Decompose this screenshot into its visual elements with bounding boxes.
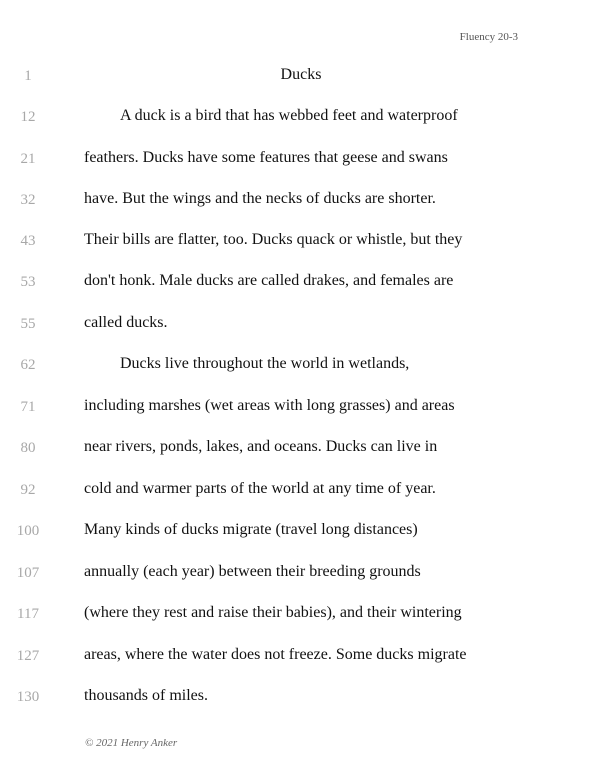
text-line [0, 397, 602, 419]
text-line [0, 438, 602, 460]
text-line [0, 149, 602, 171]
line-number: 62 [20, 357, 36, 373]
line-number: 130 [16, 689, 40, 705]
line-text: called ducks. [84, 314, 168, 331]
line-text: Their bills are flatter, too. Ducks quack or whistle, but they [84, 231, 463, 248]
text-line [0, 604, 602, 626]
line-text: feathers. Ducks have some features that geese and swans [84, 149, 448, 166]
page-header-label: Fluency 20-3 [459, 31, 518, 43]
document-title: Ducks [280, 66, 322, 83]
line-number: 53 [20, 274, 36, 290]
line-number: 43 [20, 233, 36, 249]
text-line [0, 190, 602, 212]
line-number: 127 [16, 648, 40, 664]
line-text: annually (each year) between their breeding grounds [84, 563, 421, 580]
text-line [0, 521, 602, 543]
line-text: cold and warmer parts of the world at any time of year. [84, 480, 436, 497]
line-text: Ducks live throughout the world in wetlands, [120, 355, 410, 372]
text-line [0, 480, 602, 502]
line-text: have. But the wings and the necks of ducks are shorter. [84, 190, 436, 207]
line-number: 12 [20, 109, 36, 125]
line-text: near rivers, ponds, lakes, and oceans. Ducks can live in [84, 438, 438, 455]
line-number: 71 [20, 399, 36, 415]
text-line [0, 355, 602, 377]
text-line [0, 646, 602, 668]
line-number: 92 [20, 482, 36, 498]
line-text: don't honk. Male ducks are called drakes, and females are [84, 272, 454, 289]
text-line [0, 272, 602, 294]
title-line [0, 66, 602, 88]
copyright-footer: © 2021 Henry Anker [85, 737, 178, 749]
line-number: 80 [20, 440, 36, 456]
line-text: Many kinds of ducks migrate (travel long distances) [84, 521, 418, 538]
line-text: areas, where the water does not freeze. Some ducks migrate [84, 646, 467, 663]
text-line [0, 687, 602, 709]
text-line [0, 314, 602, 336]
line-text: (where they rest and raise their babies), and their wintering [84, 604, 462, 621]
line-text: thousands of miles. [84, 687, 208, 704]
line-number: 100 [16, 523, 40, 539]
line-number: 107 [16, 565, 40, 581]
line-number: 1 [24, 68, 32, 84]
text-line [0, 107, 602, 129]
line-text: A duck is a bird that has webbed feet and waterproof [120, 107, 458, 124]
line-number: 55 [20, 316, 36, 332]
line-number: 32 [20, 192, 36, 208]
line-number: 21 [20, 151, 36, 167]
text-line [0, 563, 602, 585]
line-number: 117 [17, 606, 39, 622]
text-line [0, 231, 602, 253]
line-text: including marshes (wet areas with long grasses) and areas [84, 397, 455, 414]
